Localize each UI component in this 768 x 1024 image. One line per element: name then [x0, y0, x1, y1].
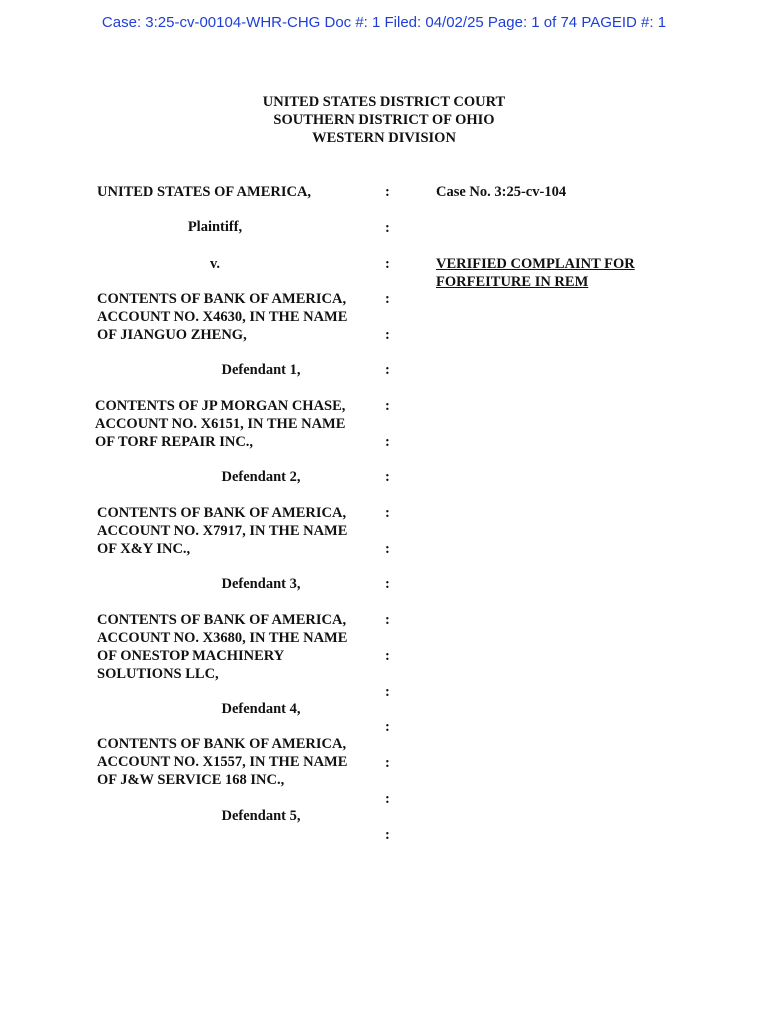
caption-colon: :	[385, 755, 390, 771]
caption-colon: :	[385, 398, 390, 414]
caption-colon: :	[385, 791, 390, 807]
caption-colon: :	[385, 505, 390, 521]
defendant-line: ACCOUNT NO. X7917, IN THE NAME	[97, 523, 348, 539]
defendant-line: OF X&Y INC.,	[97, 541, 191, 557]
defendant-line: SOLUTIONS LLC,	[97, 666, 219, 682]
case-number: Case No. 3:25-cv-104	[436, 184, 567, 200]
defendant-line: ACCOUNT NO. X1557, IN THE NAME	[97, 754, 348, 770]
defendant-1-description	[97, 290, 367, 344]
caption-colon: :	[385, 256, 390, 272]
defendant-line: CONTENTS OF BANK OF AMERICA,	[97, 291, 347, 307]
caption-colon: :	[385, 327, 390, 343]
defendant-5-description	[97, 735, 367, 789]
defendant-line: OF TORF REPAIR INC.,	[95, 434, 254, 450]
court-division: WESTERN DIVISION	[312, 130, 456, 146]
defendant-line: OF ONESTOP MACHINERY	[97, 648, 285, 664]
document-title-line: FORFEITURE IN REM	[436, 274, 589, 290]
caption-colon: :	[385, 612, 390, 628]
plaintiff-role: Plaintiff,	[187, 219, 243, 235]
defendant-line: CONTENTS OF JP MORGAN CHASE,	[95, 398, 346, 414]
caption-colon: :	[385, 220, 390, 236]
defendant-3-description	[97, 504, 367, 558]
defendant-line: CONTENTS OF BANK OF AMERICA,	[97, 736, 347, 752]
caption-colon: :	[385, 576, 390, 592]
defendant-line: CONTENTS OF BANK OF AMERICA,	[97, 612, 347, 628]
defendant-4-description	[97, 611, 367, 683]
defendant-line: ACCOUNT NO. X3680, IN THE NAME	[97, 630, 348, 646]
defendant-line: ACCOUNT NO. X6151, IN THE NAME	[95, 416, 346, 432]
caption-colon: :	[385, 291, 390, 307]
caption-colon: :	[385, 362, 390, 378]
defendant-3-role: Defendant 3,	[221, 576, 301, 592]
case-header-stamp: Case: 3:25-cv-00104-WHR-CHG Doc #: 1 Filed: 04/02/25 Page: 1 of 74 PAGEID #: 1	[101, 14, 667, 31]
defendant-line: OF JIANGUO ZHENG,	[97, 327, 247, 343]
caption-colon: :	[385, 827, 390, 843]
caption-colon: :	[385, 469, 390, 485]
defendant-5-role: Defendant 5,	[221, 808, 301, 824]
defendant-line: OF J&W SERVICE 168 INC.,	[97, 772, 285, 788]
document-title	[436, 255, 635, 291]
plaintiff-name: UNITED STATES OF AMERICA,	[97, 184, 312, 200]
caption-colon: :	[385, 719, 390, 735]
document-title-line: VERIFIED COMPLAINT FOR	[436, 256, 635, 272]
caption-colon: :	[385, 184, 390, 200]
defendant-2-role: Defendant 2,	[221, 469, 301, 485]
defendant-line: CONTENTS OF BANK OF AMERICA,	[97, 505, 347, 521]
caption-colon: :	[385, 684, 390, 700]
court-district: SOUTHERN DISTRICT OF OHIO	[273, 112, 495, 128]
defendant-1-role: Defendant 1,	[221, 362, 301, 378]
caption-colon: :	[385, 541, 390, 557]
defendant-4-role: Defendant 4,	[221, 701, 301, 717]
defendant-2-description	[95, 397, 365, 451]
defendant-line: ACCOUNT NO. X4630, IN THE NAME	[97, 309, 348, 325]
court-name: UNITED STATES DISTRICT COURT	[262, 94, 506, 110]
versus-label: v.	[209, 256, 221, 272]
caption-colon: :	[385, 434, 390, 450]
caption-colon: :	[385, 648, 390, 664]
